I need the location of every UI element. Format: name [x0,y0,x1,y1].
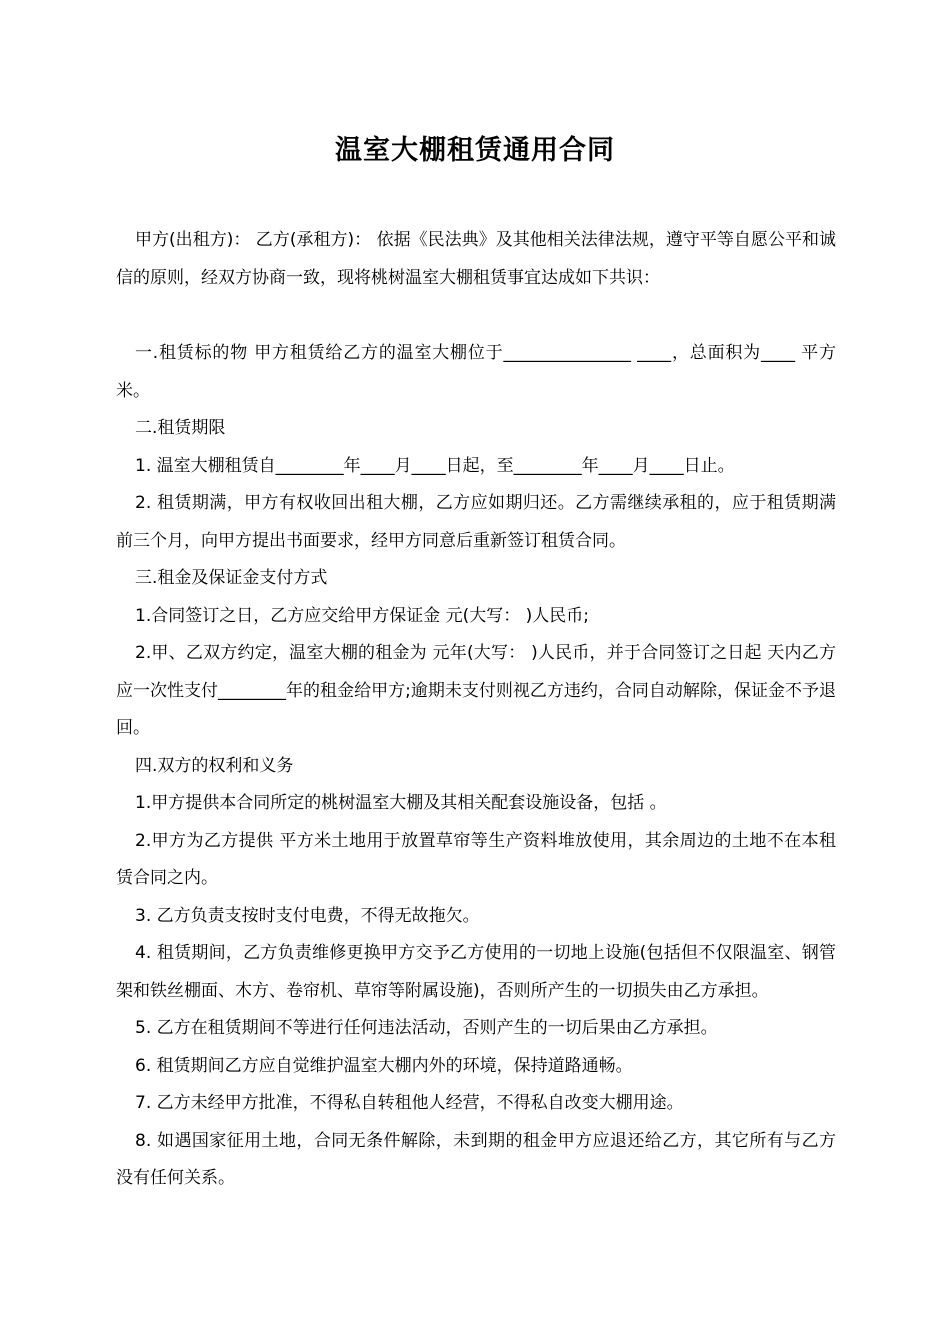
section-4-item-1: 1.甲方提供本合同所定的桃树温室大棚及其相关配套设施设备，包括 。 [135,793,667,813]
section-4-item-7: 7. 乙方未经甲方批准，不得私自转租他人经营，不得私自改变大棚用途。 [135,1093,684,1113]
section-4-item-3: 3. 乙方负责支按时支付电费，不得无故拖欠。 [135,905,480,926]
section-1-subject: 一.租赁标的物 甲方租赁给乙方的温室大棚位于_______________ ____，总面积为____ 平方米。 [116,343,836,401]
section-4-heading: 四.双方的权利和义务 [135,755,294,776]
document-body [116,222,836,1198]
intro-paragraph: 甲方(出租方)： 乙方(承租方)： 依据《民法典》及其他相关法律法规，遵守平等自愿公平和诚信的原则，经双方协商一致，现将桃树温室大棚租赁事宜达成如下共识： [116,230,836,288]
section-3-heading: 三.租金及保证金支付方式 [135,568,328,588]
document-title: 温室大棚租赁通用合同 [335,135,615,166]
section-3-item-1: 1.合同签订之日，乙方应交给甲方保证金 元(大写： )人民币; [135,605,590,626]
section-4-item-2: 2.甲方为乙方提供 平方米土地用于放置草帘等生产资料堆放使用，其余周边的土地不在本租赁合同之内。 [116,830,836,888]
section-4-item-8: 8. 如遇国家征用土地，合同无条件解除，未到期的租金甲方应退还给乙方，其它所有与乙方没有任何关系。 [116,1130,836,1188]
section-3-item-2: 2.甲、乙双方约定，温室大棚的租金为 元年(大写： )人民币，并于合同签订之日起 天内乙方应一次性支付________年的租金给甲方;逾期未支付则视乙方违约，合同自动解除，保证金不予退回。 [116,643,836,738]
section-2-heading: 二.租赁期限 [135,418,226,438]
spacer [116,297,836,335]
section-2-item-2: 2. 租赁期满，甲方有权收回出租大棚，乙方应如期归还。乙方需继续承租的，应于租赁期满前三个月，向甲方提出书面要求，经甲方同意后重新签订租赁合同。 [116,493,836,551]
section-2-item-1: 1. 温室大棚租赁自________年____月____日起，至________年____月____日止。 [135,455,735,476]
section-4-item-5: 5. 乙方在租赁期间不等进行任何违法活动，否则产生的一切后果由乙方承担。 [135,1018,718,1038]
section-4-item-4: 4. 租赁期间，乙方负责维修更换甲方交予乙方使用的一切地上设施(包括但不仅限温室、钢管架和铁丝棚面、木方、卷帘机、草帘等附属设施)，否则所产生的一切损失由乙方承担。 [116,943,836,1001]
section-4-item-6: 6. 租赁期间乙方应自觉维护温室大棚内外的环境，保持道路通畅。 [135,1055,633,1076]
